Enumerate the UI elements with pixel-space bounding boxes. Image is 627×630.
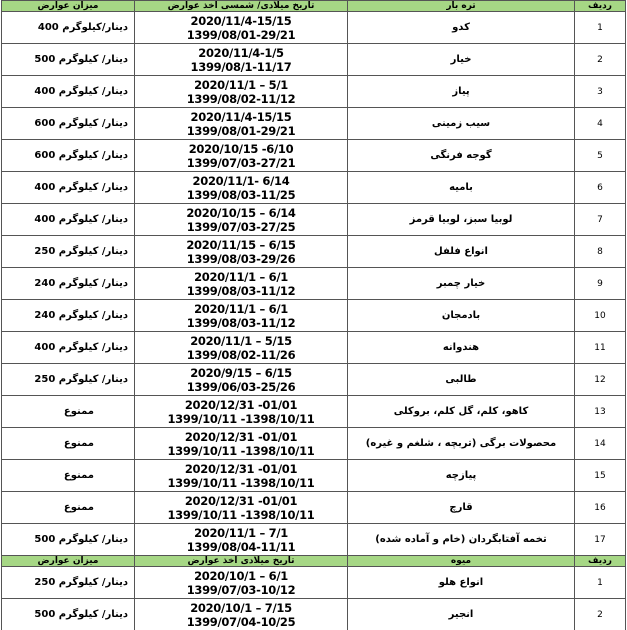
item-cell: کاهو، کلم، گل کلم، بروکلی [348,396,575,428]
item-cell: لوبیا سبز، لوبیا قرمز [348,204,575,236]
table-row [2,236,626,268]
solar-date: 1399/06/03-25/26 [186,379,296,394]
item-cell: هندوانه [348,332,575,364]
dates-cell [135,172,348,204]
dates-cell [135,300,348,332]
row-number: 7 [575,204,626,236]
dates-cell [135,108,348,140]
table-row [2,204,626,236]
item-cell: قارچ [348,492,575,524]
dates-cell [135,364,348,396]
solar-date: 1399/08/03-11/12 [186,315,296,330]
table-row [2,428,626,460]
header-num: ردیف [575,1,626,12]
dates-cell [135,236,348,268]
solar-date: 1399/08/02-11/12 [186,91,296,106]
rate-cell: ممنوع [2,460,135,492]
table-row [2,12,626,44]
item-cell: طالبی [348,364,575,396]
header-num: ردیف [575,556,626,567]
table-row [2,364,626,396]
solar-date: 1399/08/03-29/26 [186,251,296,266]
rate-cell: 500 دینار/ کیلوگرم [2,44,135,76]
solar-date: 1399/10/11 -1398/10/11 [167,411,315,426]
solar-date: 1399/08/03-11/25 [186,187,296,202]
rate-cell: 600 دینار/ کیلوگرم [2,108,135,140]
table-row [2,44,626,76]
dates-cell [135,204,348,236]
table-row [2,108,626,140]
row-number: 11 [575,332,626,364]
gregorian-date: 2020/12/31 -01/01 [184,397,298,412]
row-number: 2 [575,599,626,630]
rate-cell: 240 دینار/ کیلوگرم [2,268,135,300]
dates-cell [135,12,348,44]
rate-cell: 250 دینار/ کیلوگرم [2,364,135,396]
rate-cell: 400 دینار/ کیلوگرم [2,332,135,364]
rate-cell: 500 دینار/ کیلوگرم [2,524,135,556]
rate-cell: 250 دینار/ کیلوگرم [2,567,135,599]
header-item: تره بار [348,1,575,12]
gregorian-date: 2020/10/15 -6/10 [188,141,294,156]
gregorian-date: 2020/11/4-15/15 [190,13,292,28]
row-number: 17 [575,524,626,556]
header-dates: تاریخ میلادی/ شمسی اخذ عوارض [135,1,348,12]
item-cell: بامیه [348,172,575,204]
dates-cell [135,492,348,524]
item-cell: محصولات برگی (تربچه ، شلغم و غیره) [348,428,575,460]
rate-cell: 400 دینار/ کیلوگرم [2,172,135,204]
row-number: 13 [575,396,626,428]
rate-cell: 250 دینار/ کیلوگرم [2,236,135,268]
solar-date: 1399/07/03-27/25 [186,219,296,234]
rate-cell: 400 دینار/کیلوگرم [2,12,135,44]
gregorian-date: 2020/11/1 – 6/1 [194,269,288,284]
rate-cell: 600 دینار/ کیلوگرم [2,140,135,172]
rate-cell: ممنوع [2,396,135,428]
tariff-table [1,0,626,630]
item-cell: گوجه فرنگی [348,140,575,172]
header-row [2,1,626,12]
gregorian-date: 2020/12/31 -01/01 [184,429,298,444]
row-number: 9 [575,268,626,300]
item-cell: پیاز [348,76,575,108]
gregorian-date: 2020/11/1- 6/14 [192,173,290,188]
table-row [2,396,626,428]
item-cell: پیازچه [348,460,575,492]
solar-date: 1399/08/01-29/21 [186,27,296,42]
gregorian-date: 2020/12/31 -01/01 [184,461,298,476]
row-number: 16 [575,492,626,524]
solar-date: 1399/07/03-10/12 [186,582,296,597]
item-cell: خیار چمبر [348,268,575,300]
table-row [2,332,626,364]
solar-date: 1399/08/01-29/21 [186,123,296,138]
gregorian-date: 2020/9/15 – 6/15 [190,365,292,380]
rate-cell: ممنوع [2,492,135,524]
gregorian-date: 2020/11/1 – 6/1 [194,301,288,316]
dates-cell [135,396,348,428]
gregorian-date: 2020/11/15 – 6/15 [186,237,296,252]
row-number: 2 [575,44,626,76]
row-number: 1 [575,567,626,599]
table-row [2,172,626,204]
solar-date: 1399/07/04-10/25 [186,614,296,629]
table-row [2,140,626,172]
table-row [2,492,626,524]
header-item: میوه [348,556,575,567]
dates-cell [135,140,348,172]
gregorian-date: 2020/11/4-1/5 [198,45,284,60]
item-cell: بادمجان [348,300,575,332]
solar-date: 1399/08/04-11/11 [186,539,296,554]
dates-cell [135,76,348,108]
dates-cell [135,460,348,492]
dates-cell [135,428,348,460]
dates-cell [135,44,348,76]
solar-date: 1399/10/11 -1398/10/11 [167,507,315,522]
gregorian-date: 2020/10/15 – 6/14 [186,205,296,220]
header-row [2,556,626,567]
row-number: 8 [575,236,626,268]
table-row [2,300,626,332]
row-number: 5 [575,140,626,172]
gregorian-date: 2020/10/1 – 7/15 [190,600,292,615]
dates-cell [135,332,348,364]
header-rate: میزان عوارض [2,1,135,12]
table-row [2,268,626,300]
row-number: 6 [575,172,626,204]
gregorian-date: 2020/11/1 – 5/1 [194,77,288,92]
gregorian-date: 2020/11/4-15/15 [190,109,292,124]
dates-cell [135,567,348,599]
dates-cell [135,599,348,630]
dates-cell [135,524,348,556]
table-row [2,599,626,630]
row-number: 15 [575,460,626,492]
row-number: 12 [575,364,626,396]
row-number: 14 [575,428,626,460]
solar-date: 1399/08/1-11/17 [190,59,292,74]
solar-date: 1399/10/11 -1398/10/11 [167,443,315,458]
item-cell: تخمه آفتابگردان (خام و آماده شده) [348,524,575,556]
item-cell: کدو [348,12,575,44]
solar-date: 1399/08/02-11/26 [186,347,296,362]
gregorian-date: 2020/12/31 -01/01 [184,493,298,508]
gregorian-date: 2020/11/1 – 7/1 [194,525,288,540]
rate-cell: 400 دینار/ کیلوگرم [2,76,135,108]
solar-date: 1399/10/11 -1398/10/11 [167,475,315,490]
item-cell: انواع هلو [348,567,575,599]
table-row [2,524,626,556]
table-row [2,460,626,492]
item-cell: انجیر [348,599,575,630]
item-cell: انواع فلفل [348,236,575,268]
solar-date: 1399/08/03-11/12 [186,283,296,298]
rate-cell: 400 دینار/ کیلوگرم [2,204,135,236]
solar-date: 1399/07/03-27/21 [186,155,296,170]
header-dates: تاریخ میلادی اخذ عوارض [135,556,348,567]
gregorian-date: 2020/11/1 – 5/15 [190,333,292,348]
row-number: 3 [575,76,626,108]
item-cell: سیب زمینی [348,108,575,140]
table-row [2,76,626,108]
header-rate: میزان عوارض [2,556,135,567]
row-number: 10 [575,300,626,332]
table-row [2,567,626,599]
rate-cell: 500 دینار/ کیلوگرم [2,599,135,630]
row-number: 4 [575,108,626,140]
dates-cell [135,268,348,300]
rate-cell: 240 دینار/ کیلوگرم [2,300,135,332]
item-cell: خیار [348,44,575,76]
rate-cell: ممنوع [2,428,135,460]
row-number: 1 [575,12,626,44]
gregorian-date: 2020/10/1 – 6/1 [194,568,288,583]
